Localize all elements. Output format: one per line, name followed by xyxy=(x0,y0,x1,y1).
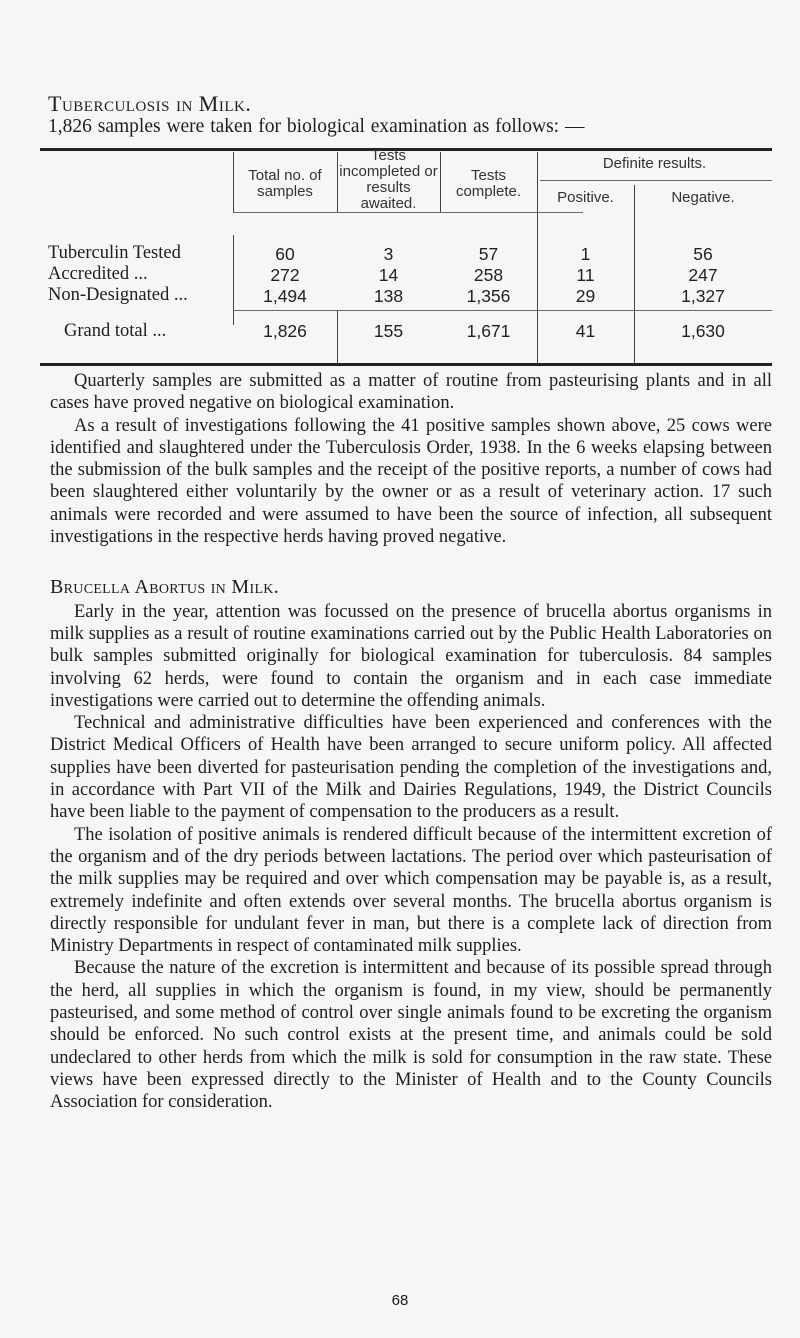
page-number: 68 xyxy=(391,1292,409,1309)
table-total-rule xyxy=(233,310,772,311)
header-tests-incompleted: Tests incompleted or results awaited. xyxy=(339,147,438,212)
paragraph: Because the nature of the excretion is intermittent and because of its possible spread through the herd, all supplies in which the organism is found, in my view, should be permanently pasteurised, and some method of control over single animals found to be excreting the organism should be enforced. No such control exists at the present time, and animals could be sold undeclared to other herds from which the milk is sold for consumption in the raw state. These views have been expressed directly to the Minister of Health and to the County Councils Association for consideration. xyxy=(50,958,772,1113)
table-subheader-rule xyxy=(540,180,772,181)
paragraph: As a result of investigations following the 41 positive samples shown above, 25 cows were identified and slaughtered under the Tuberculosis Order, 1938. In the 6 weeks elapsing between the submission of the bulk samples and the receipt of the positive reports, a number of cows had been slaughtered either voluntarily by the owner or as a result of veterinary action. 17 such animals were recorded and were assumed to have been the source of infection, all subsequent investigations in the respective herds having proved negative. xyxy=(50,415,772,548)
cell-complete: 1,356 xyxy=(466,286,511,306)
cell-positive: 29 xyxy=(575,286,596,306)
cell-negative: 247 xyxy=(688,265,718,285)
row-label-accredited: Accredited ... xyxy=(48,264,148,284)
paragraph: Technical and administrative difficulties have been experienced and conferences with the District Medical Officers of Health have been arranged to secure uniform policy. All affected supplies have been diverted for pasteurisation pending the completion of the investigations and, in accordance with Part VII of the Milk and Dairies Regulations, 1949, the District Councils have been liable to the payment of compensation to the producers as a result. xyxy=(50,713,772,823)
cell-positive: 41 xyxy=(575,321,596,341)
cell-incomplete: 3 xyxy=(383,244,394,264)
header-total-samples: Total no. of samples xyxy=(248,167,322,200)
body-text xyxy=(50,370,772,1114)
row-label-non-designated: Non-Designated ... xyxy=(48,285,188,305)
section-heading-brucella: Brucella Abortus in Milk. xyxy=(50,576,280,599)
cell-total: 60 xyxy=(275,244,295,264)
cell-total: 1,826 xyxy=(263,321,307,341)
section-heading-tuberculosis: Tuberculosis in Milk. xyxy=(48,91,252,116)
paragraph: The isolation of positive animals is rendered difficult because of the intermittent excretion of the organism and of the dry periods between lactations. The period over which pasteurisation of the milk supplies may be required and over which compensation may be payable is, as a result, extremely indefinite and often extends over several months. The brucella abortus organism is directly responsible for undulant fever in man, but there is a complete lack of direction from Ministry Departments in respect of contaminated milk supplies. xyxy=(50,824,772,957)
cell-negative: 1,630 xyxy=(681,321,725,341)
cell-positive: 11 xyxy=(576,265,595,285)
row-label-grand-total: Grand total ... xyxy=(64,321,167,341)
cell-incomplete: 138 xyxy=(373,286,404,306)
header-tests-complete: Tests complete. xyxy=(455,167,522,200)
table-header-rule xyxy=(233,212,583,213)
cell-complete: 1,671 xyxy=(466,321,511,341)
cell-complete: 258 xyxy=(473,265,504,285)
cell-total: 1,494 xyxy=(263,286,307,306)
header-negative: Negative. xyxy=(671,189,735,206)
cell-incomplete: 155 xyxy=(373,321,404,341)
row-label-tuberculin: Tuberculin Tested xyxy=(48,243,181,263)
results-table xyxy=(40,140,772,370)
paragraph: Early in the year, attention was focussed on the presence of brucella abortus organisms in milk supplies as a result of routine examinations carried out by the Public Health Laboratories on bulk samples submitted originally for biological examination for tuberculosis. 84 samples involving 62 herds, were found to contain the organism and in each case immediate investigations were carried out to determine the offending animals. xyxy=(50,601,772,711)
cell-negative: 1,327 xyxy=(681,286,725,306)
header-definite-results: Definite results. xyxy=(602,155,707,172)
cell-incomplete: 14 xyxy=(378,265,399,285)
header-positive: Positive. xyxy=(557,189,614,206)
cell-total: 272 xyxy=(270,265,300,285)
cell-complete: 57 xyxy=(478,244,499,264)
paragraph: Quarterly samples are submitted as a matter of routine from pasteurising plants and in all cases have proved negative on biological examination. xyxy=(50,371,772,414)
cell-positive: 1 xyxy=(580,244,591,264)
intro-text: 1,826 samples were taken for biological examination as follows: — xyxy=(48,116,585,137)
cell-negative: 56 xyxy=(693,244,713,264)
table-bottom-rule xyxy=(40,363,772,366)
